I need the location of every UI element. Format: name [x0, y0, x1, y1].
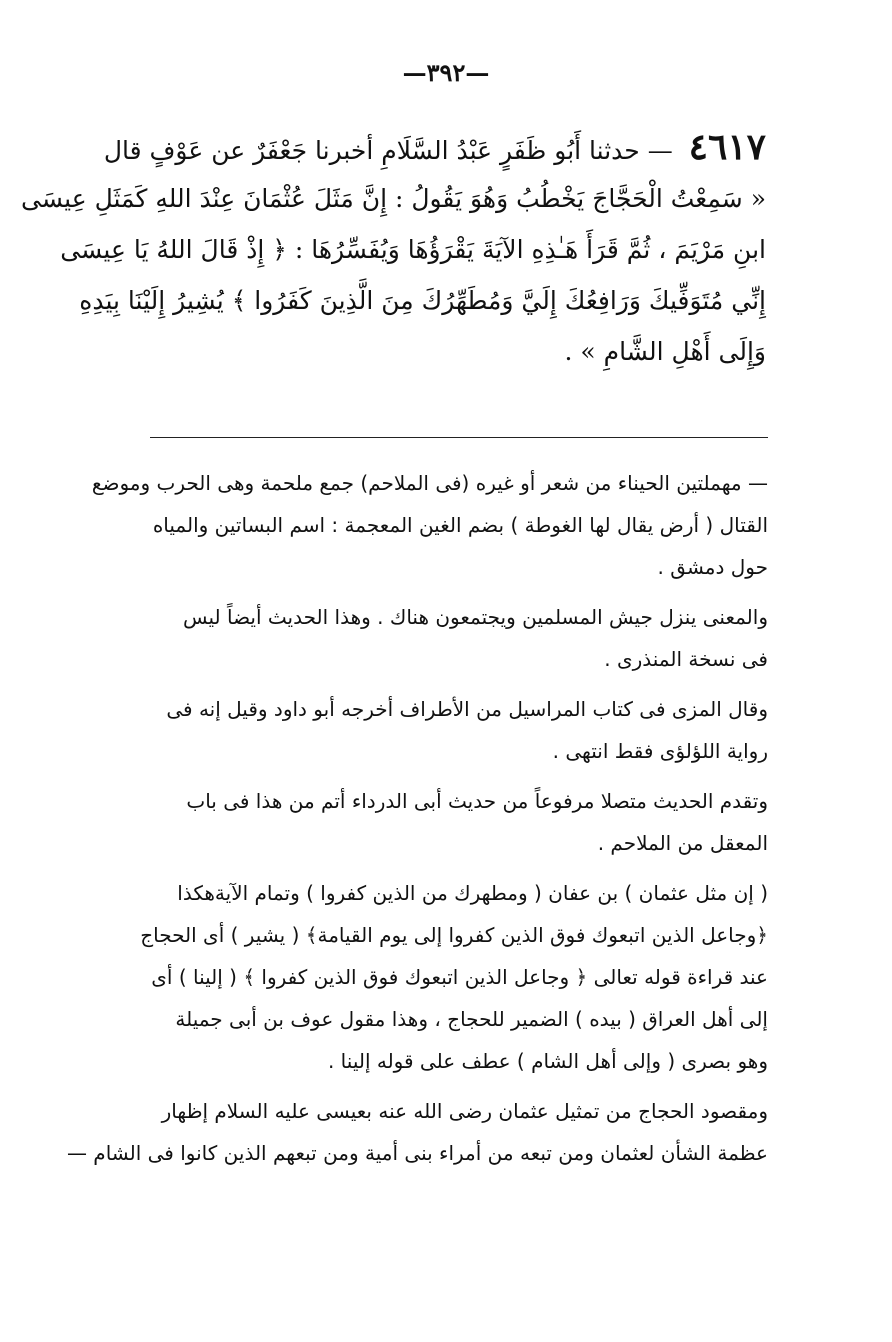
hadith-text	[21, 122, 766, 377]
note-line: المعقل من الملاحم .	[597, 831, 768, 855]
hadith-line: « سَمِعْتُ الْحَجَّاجَ يَخْطُبُ وَهُوَ يَقُولُ : إِنَّ مَثَلَ عُثْمَانَ عِنْدَ اللهِ كَمَثَلِ عِيسَى	[21, 184, 766, 213]
note-line: ومقصود الحجاج من تمثيل عثمان رضى الله عنه بعيسى عليه السلام إظهار	[161, 1099, 768, 1123]
note-line: وقال المزى فى كتاب المراسيل من الأطراف أخرجه أبو داود وقيل إنه فى	[166, 697, 768, 721]
hadith-line: وَإِلَى أَهْلِ الشَّامِ » .	[564, 337, 766, 366]
hadith-line-text: — حدثنا أَبُو ظَفَرٍ عَبْدُ السَّلَامِ أخبرنا جَعْفَرٌ عن عَوْفٍ قال	[103, 136, 673, 165]
hadith-line: ابنِ مَرْيَمَ ، ثُمَّ قَرَأَ هَـٰذِهِ الآيَةَ يَقْرَؤُهَا وَيُفَسِّرُهَا : ﴿ إِذْ قَالَ اللهُ يَا عِيسَى	[60, 235, 766, 264]
hadith-number: ٤٦١٧	[688, 126, 766, 168]
note-line: إلى أهل العراق ( بيده ) الضمير للحجاج ، وهذا مقول عوف بن أبى جميلة	[175, 1007, 768, 1031]
note-line: ( إن مثل عثمان ) بن عفان ( ومطهرك من الذين كفروا ) وتمام الآيةهكذا	[177, 881, 768, 905]
note-line: والمعنى ينزل جيش المسلمين ويجتمعون هناك . وهذا الحديث أيضاً ليس	[183, 605, 768, 629]
note-line: وهو بصرى ( وإلى أهل الشام ) عطف على قوله إلينا .	[327, 1049, 768, 1073]
note-line: فى نسخة المنذرى .	[604, 647, 768, 671]
note-paragraph	[150, 780, 768, 864]
note-paragraph	[150, 688, 768, 772]
note-line: القتال ( أرض يقال لها الغوطة ) بضم الغين المعجمة : اسم البساتين والمياه	[152, 513, 768, 537]
note-paragraph	[140, 872, 768, 1082]
footnote-divider	[150, 437, 768, 438]
note-line: عند قراءة قوله تعالى ﴿ وجاعل الذين اتبعوك فوق الذين كفروا ﴾ ( إلينا ) أى	[151, 965, 768, 989]
note-line: — مهملتين الحيناء من شعر أو غيره (فى الملاحم) جمع ملحمة وهى الحرب وموضع	[91, 471, 768, 495]
note-line: حول دمشق .	[657, 555, 768, 579]
note-paragraph	[91, 462, 768, 588]
hadith-line	[103, 122, 766, 173]
note-line: ﴿وجاعل الذين اتبعوك فوق الذين كفروا إلى يوم القيامة﴾ ( يشير ) أى الحجاج	[140, 923, 768, 947]
note-line: وتقدم الحديث متصلا مرفوعاً من حديث أبى الدرداء أتم من هذا فى باب	[186, 789, 768, 813]
commentary-notes	[66, 462, 768, 1182]
note-paragraph	[150, 596, 768, 680]
note-line: رواية اللؤلؤى فقط انتهى .	[552, 739, 768, 763]
page-number: —٣٩٢—	[402, 58, 490, 87]
note-line: عظمة الشأن لعثمان ومن تبعه من أمراء بنى أمية ومن تبعهم الذين كانوا فى الشام —	[66, 1141, 768, 1165]
note-paragraph	[66, 1090, 768, 1174]
hadith-line: إِنِّي مُتَوَفِّيكَ وَرَافِعُكَ إِلَيَّ وَمُطَهِّرُكَ مِنَ الَّذِينَ كَفَرُوا ﴾ يُشِيرُ إِلَيْنَا بِيَدِهِ	[79, 286, 766, 315]
